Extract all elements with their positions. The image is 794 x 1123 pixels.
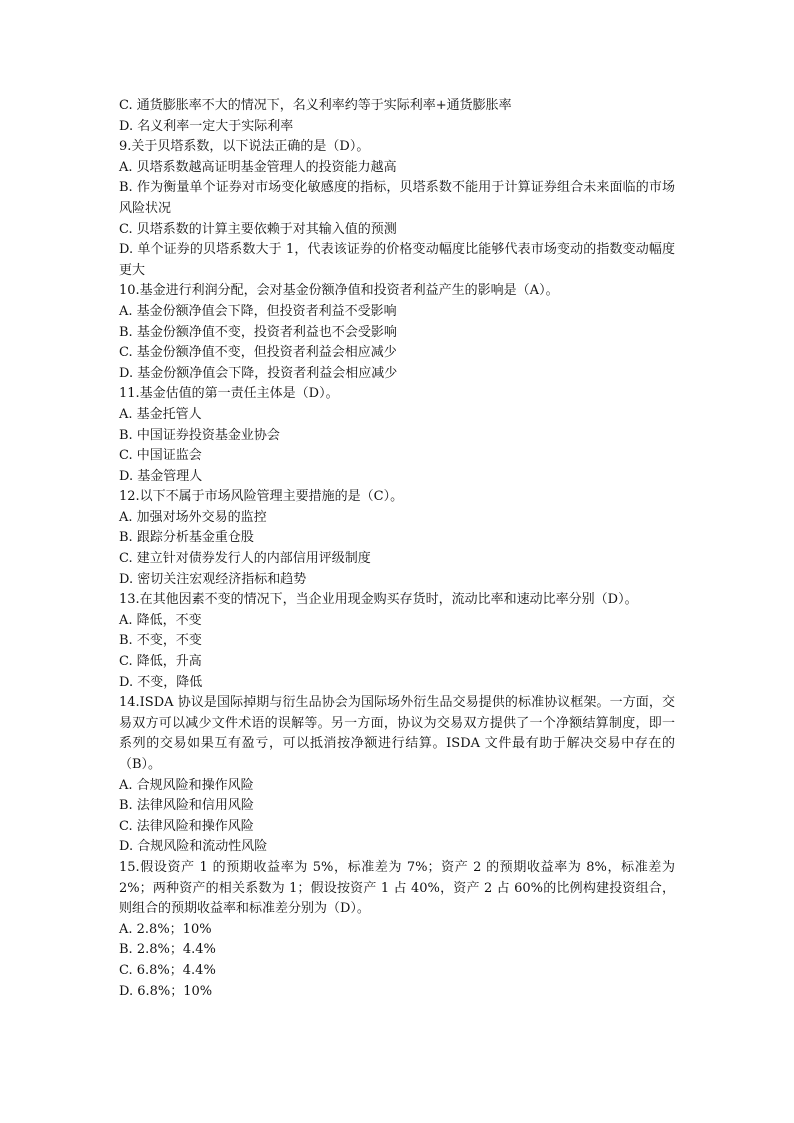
question-line: 14.ISDA 协议是国际掉期与衍生品协会为国际场外衍生品交易提供的标准协议框架。一方面，交易双方可以减少文件术语的误解等。另一方面，协议为交易双方提供了一个净额结算制度，即一系列的交易如果互有盈亏，可以抵消按净额进行结算。ISDA 文件最有助于解决交易中存在的（B）。 xyxy=(119,695,675,772)
option-line: A. 基金托管人 xyxy=(119,406,202,422)
option-line: D. 不变，降低 xyxy=(119,674,203,690)
option-line: A. 降低，不变 xyxy=(119,612,202,628)
option-line: C. 通货膨胀率不大的情况下，名义利率约等于实际利率+通货膨胀率 xyxy=(119,98,512,113)
option-line: B. 中国证券投资基金业协会 xyxy=(119,427,280,443)
option-line: A. 贝塔系数越高证明基金管理人的投资能力越高 xyxy=(119,159,397,175)
question-line: 13.在其他因素不变的情况下，当企业用现金购买存货时，流动比率和速动比率分别（D）。 xyxy=(119,592,638,608)
option-line: D. 单个证券的贝塔系数大于 1，代表该证券的价格变动幅度比能够代表市场变动的指数变动幅度更大 xyxy=(119,242,675,278)
option-line: B. 2.8%；4.4% xyxy=(119,942,216,958)
option-line: D. 名义利率一定大于实际利率 xyxy=(119,118,294,134)
option-line: D. 基金份额净值会下降，投资者利益会相应减少 xyxy=(119,365,398,381)
option-line: D. 6.8%；10% xyxy=(119,983,213,999)
option-line: B. 作为衡量单个证券对市场变化敏感度的指标，贝塔系数不能用于计算证券组合未来面临的市场风险状况 xyxy=(119,180,675,216)
option-line: A. 合规风险和操作风险 xyxy=(119,777,254,793)
option-line: D. 合规风险和流动性风险 xyxy=(119,839,268,855)
option-line: C. 建立针对债券发行人的内部信用评级制度 xyxy=(119,551,371,567)
option-line: C. 降低，升高 xyxy=(119,654,202,670)
question-line: 9.关于贝塔系数，以下说法正确的是（D）。 xyxy=(119,139,370,155)
option-line: B. 基金份额净值不变，投资者利益也不会受影响 xyxy=(119,324,397,340)
question-line: 11.基金估值的第一责任主体是（D）。 xyxy=(119,386,339,402)
option-line: C. 法律风险和操作风险 xyxy=(119,818,254,834)
question-line: 15.假设资产 1 的预期收益率为 5%，标准差为 7%；资产 2 的预期收益率为 8%，标准差为 2%；两种资产的相关系数为 1；假设按资产 1 占 40%，资产 2 占 60%的比例构建投资组合，则组合的预期收益率和标准差分别为（D）。 xyxy=(119,859,680,917)
option-line: A. 加强对场外交易的监控 xyxy=(119,509,267,525)
document-body xyxy=(119,96,680,1002)
option-line: A. 2.8%；10% xyxy=(119,921,212,937)
option-line: A. 基金份额净值会下降，但投资者利益不受影响 xyxy=(119,303,397,319)
option-line: C. 基金份额净值不变，但投资者利益会相应减少 xyxy=(119,345,397,361)
question-line: 12.以下不属于市场风险管理主要措施的是（C）。 xyxy=(119,489,404,505)
question-line: 10.基金进行利润分配，会对基金份额净值和投资者利益产生的影响是（A）。 xyxy=(119,283,559,299)
option-line: C. 中国证监会 xyxy=(119,448,202,464)
option-line: C. 6.8%；4.4% xyxy=(119,962,216,978)
option-line: B. 不变，不变 xyxy=(119,633,202,649)
option-line: D. 基金管理人 xyxy=(119,468,203,484)
option-line: B. 跟踪分析基金重仓股 xyxy=(119,530,254,546)
option-line: C. 贝塔系数的计算主要依赖于对其输入值的预测 xyxy=(119,221,397,237)
option-line: B. 法律风险和信用风险 xyxy=(119,798,254,814)
option-line: D. 密切关注宏观经济指标和趋势 xyxy=(119,571,307,587)
